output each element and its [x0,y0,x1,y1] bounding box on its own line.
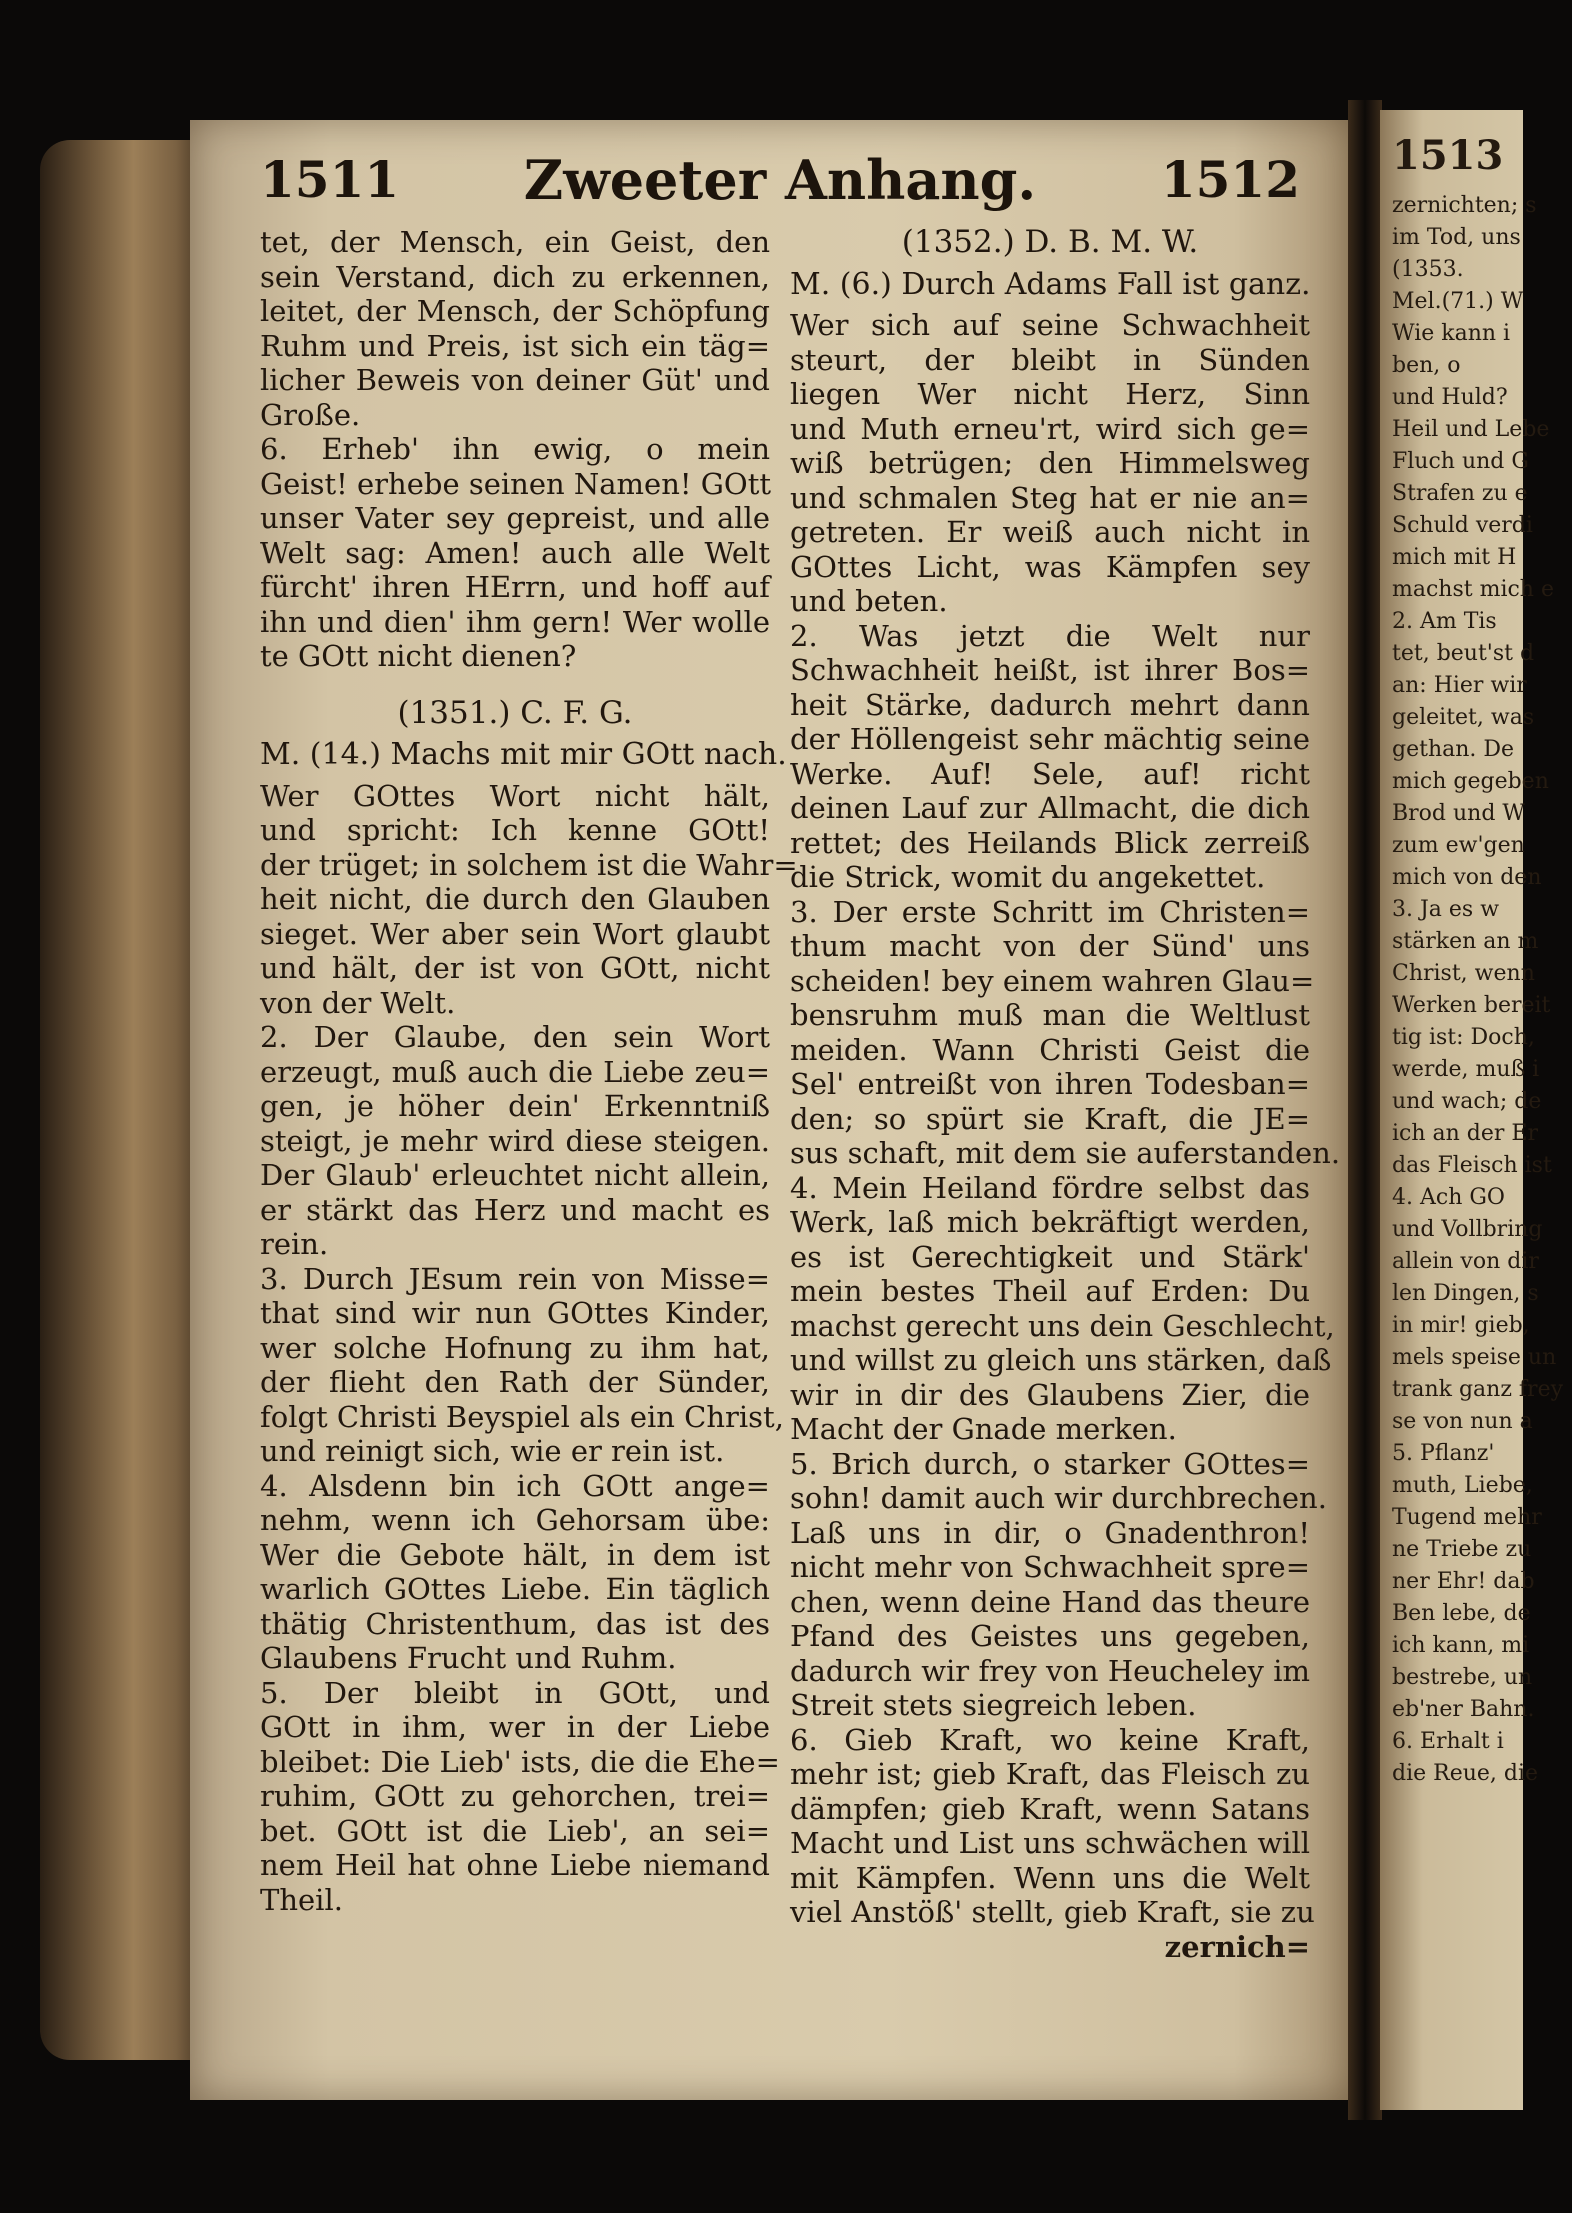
next-page-line: 5. Pflanz' [1392,1441,1495,1466]
verse-line: 5. Der bleibt in GOtt, und [260,1675,770,1710]
verse-line: warlich GOttes Liebe. Ein täglich [260,1572,770,1606]
verse-line: sohn! damit auch wir durchbrechen. [790,1481,1327,1515]
next-page-line: Fluch und G [1392,449,1529,474]
verse-line: Werke. Auf! Sele, auf! richt [790,756,1310,791]
running-title: Zweeter Anhang. [523,148,1037,212]
verse-line: Glaubens Frucht und Ruhm. [260,1641,677,1675]
verse-line: sein Verstand, dich zu erkennen, [260,259,770,294]
next-page-line: allein von dir [1392,1249,1539,1274]
verse-line: der Höllengeist sehr mächtig seine [790,722,1310,756]
verse-line: der flieht den Rath der Sünder, [260,1365,770,1399]
next-page-line: mich gegeben [1392,769,1549,794]
verse-line: mit Kämpfen. Wenn uns die Welt [790,1860,1310,1895]
next-page-line: in mir! gieb, [1392,1313,1530,1338]
next-page-line: 3. Ja es w [1392,897,1500,922]
next-page-line: eb'ner Bahn. [1392,1697,1535,1722]
verse-line: liegen Wer nicht Herz, Sinn [790,377,1310,411]
verse-line: Schwachheit heißt, ist ihrer Bos= [790,653,1310,687]
verse-line: Welt sag: Amen! auch alle Welt [260,535,770,570]
next-page-line: ben, o [1392,353,1461,378]
verse-line: Wer sich auf seine Schwachheit [790,308,1310,342]
verse-line: heit Stärke, dadurch mehrt dann [790,687,1310,722]
next-page-line: stärken an m [1392,929,1539,954]
next-page-line: mich mit H [1392,545,1517,570]
verse-line: Geist! erhebe seinen Namen! GOtt [260,466,771,501]
verse-line: ruhim, GOtt zu gehorchen, trei= [260,1779,770,1813]
verse-line: folgt Christi Beyspiel als ein Christ, [260,1399,784,1434]
left-text-column [260,225,798,1917]
verse-line: scheiden! bey einem wahren Glau= [790,963,1315,998]
verse-line: machst gerecht uns dein Geschlecht, [790,1308,1335,1343]
verse-line: 6. Erheb' ihn ewig, o mein [260,432,770,466]
verse-line: nem Heil hat ohne Liebe niemand [260,1848,770,1882]
next-page-line: geleitet, was [1392,705,1535,730]
verse-line: GOtt in ihm, wer in der Liebe [260,1710,770,1744]
next-page-line: an: Hier wir [1392,673,1527,698]
verse-line: von der Welt. [260,985,456,1020]
verse-line: wir in dir des Glaubens Zier, die [790,1377,1310,1412]
verse-line: sus schaft, mit dem sie auferstanden. [790,1136,1341,1170]
verse-line: und schmalen Steg hat er nie an= [790,480,1310,515]
verse-line: getreten. Er weiß auch nicht in [790,515,1310,549]
verse-line: steigt, je mehr wird diese steigen. [260,1123,770,1158]
verse-line: und spricht: Ich kenne GOtt! [260,813,770,847]
verse-line: nicht mehr von Schwachheit spre= [790,1550,1310,1584]
next-page-line: Mel.(71.) W [1392,289,1524,314]
verse-line: rein. [260,1227,329,1261]
verse-line: thätig Christenthum, das ist des [260,1606,770,1641]
verse-line: Wer GOttes Wort nicht hält, [260,778,770,813]
verse-line: und reinigt sich, wie er rein ist. [260,1434,725,1468]
verse-line: viel Anstöß' stellt, gieb Kraft, sie zu [790,1895,1315,1929]
verse-line: Macht und List uns schwächen will [790,1826,1310,1860]
verse-line: 5. Brich durch, o starker GOttes= [790,1446,1310,1481]
next-page-line: mels speise un [1392,1345,1557,1370]
next-page-line: Christ, wenn [1392,961,1535,986]
book-page-edges [40,140,210,2060]
verse-line: Wer die Gebote hält, in dem ist [260,1537,770,1572]
verse-line: bleibet: Die Lieb' ists, die die Ehe= [260,1744,780,1779]
next-page-line: Werken bereit [1392,993,1551,1018]
verse-line: steurt, der bleibt in Sünden [790,342,1310,377]
left-page-number: 1511 [260,150,400,209]
next-page-line: das Fleisch ist [1392,1153,1552,1178]
melody-line: M. (6.) Durch Adams Fall ist ganz. [790,266,1311,302]
verse-line: 6. Gieb Kraft, wo keine Kraft, [790,1722,1310,1757]
next-page-line: zernichten; s [1392,193,1537,218]
verse-line: 2. Der Glaube, den sein Wort [260,1020,770,1054]
verse-line: deinen Lauf zur Allmacht, die dich [790,791,1310,825]
verse-line: der trüget; in solchem ist die Wahr= [260,847,798,882]
verse-line: und hält, der ist von GOtt, nicht [260,951,770,985]
next-page-line: ne Triebe zu [1392,1537,1532,1562]
verse-line: mehr ist; gieb Kraft, das Fleisch zu [790,1757,1310,1791]
next-page-line: 2. Am Tis [1392,609,1497,634]
verse-line: fürcht' ihren HErrn, und hoff auf [260,570,770,604]
next-page-line: und Huld? [1392,385,1508,410]
next-page-line: machst mich e [1392,577,1554,602]
next-page-edge [1380,110,1564,2110]
verse-line: Pfand des Geistes uns gegeben, [790,1619,1310,1653]
next-page-line: se von nun a [1392,1409,1533,1434]
verse-line: leitet, der Mensch, der Schöpfung [260,294,770,328]
next-page-line: tig ist: Doch, [1392,1025,1535,1050]
verse-line: er stärkt das Herz und macht es [260,1192,770,1227]
left-page [190,120,1350,2100]
next-page-line: 4. Ach GO [1392,1185,1505,1210]
next-page-line: und Vollbring [1392,1217,1543,1242]
verse-line: den; so spürt sie Kraft, die JE= [790,1101,1310,1136]
melody-line: M. (14.) Machs mit mir GOtt nach. [260,737,787,772]
next-page-line: Strafen zu e [1392,481,1528,506]
next-page-line: Wie kann i [1392,321,1511,346]
next-page-line: bestrebe, un [1392,1665,1533,1690]
running-header [260,140,1300,230]
next-page-line: trank ganz frey [1392,1377,1564,1402]
verse-line: sieget. Wer aber sein Wort glaubt [260,916,770,951]
next-page-line: muth, Liebe, [1392,1473,1533,1498]
verse-line: licher Beweis von deiner Güt' und [260,363,770,397]
verse-line: mein bestes Theil auf Erden: Du [790,1274,1310,1308]
next-page-line: (1353. [1392,257,1464,282]
next-page-line: gethan. De [1392,737,1515,762]
verse-line: Große. [260,397,361,432]
verse-line: und willst zu gleich uns stärken, daß [790,1343,1332,1377]
next-page-line: werde, muß i [1392,1057,1540,1082]
verse-line: Streit stets siegreich leben. [790,1688,1197,1722]
next-page-line: len Dingen, s [1392,1281,1539,1306]
next-page-line: Brod und W [1392,801,1526,826]
verse-line: ihn und dien' ihm gern! Wer wolle [260,604,770,639]
verse-line: meiden. Wann Christi Geist die [790,1032,1310,1067]
next-page-line: und wach; de [1392,1089,1542,1114]
next-page-line: 6. Erhalt i [1392,1729,1504,1754]
next-page-line: im Tod, uns [1392,225,1521,250]
hymn-heading: (1352.) D. B. M. W. [901,224,1199,260]
verse-line: wer solche Hofnung zu ihm hat, [260,1330,770,1365]
next-page-line: Schuld verdi [1392,513,1533,538]
next-page-line: ich kann, mi [1392,1633,1530,1658]
verse-line: bensruhm muß man die Weltlust [790,998,1310,1032]
catchword: zernich= [1164,1929,1310,1964]
verse-line: Werk, laß mich bekräftigt werden, [790,1205,1310,1239]
verse-line: rettet; des Heilands Blick zerreiß [790,825,1310,860]
verse-line: Macht der Gnade merken. [790,1412,1177,1446]
next-page-line: ich an der Er [1392,1121,1538,1146]
book-gutter [1348,100,1382,2120]
verse-line: GOttes Licht, was Kämpfen sey [790,549,1310,584]
verse-line: 4. Mein Heiland fördre selbst das [790,1170,1310,1205]
verse-line: heit nicht, die durch den Glauben [260,882,770,916]
right-text-column [790,224,1341,1964]
verse-line: thum macht von der Sünd' uns [790,929,1310,963]
verse-line: 4. Alsdenn bin ich GOtt ange= [260,1468,770,1503]
verse-line: chen, wenn deine Hand das theure [790,1584,1310,1619]
next-page-text [1392,132,1572,1790]
next-page-line: Tugend mehr [1392,1505,1542,1530]
next-page-line: Heil und Lebe [1392,417,1550,442]
next-page-line: tet, beut'st d [1392,641,1535,666]
verse-line: und beten. [790,584,948,618]
verse-line: 3. Der erste Schritt im Christen= [790,894,1310,929]
hymn-heading: (1351.) C. F. G. [397,694,633,731]
verse-line: unser Vater sey gepreist, und alle [260,501,770,535]
next-page-line: ner Ehr! dab [1392,1569,1535,1594]
verse-line: es ist Gerechtigkeit und Stärk' [790,1239,1310,1274]
verse-line: Ruhm und Preis, ist sich ein täg= [260,328,770,363]
verse-line: nehm, wenn ich Gehorsam übe: [260,1503,770,1537]
verse-line: Sel' entreißt von ihren Todesban= [790,1067,1310,1101]
verse-line: Der Glaub' erleuchtet nicht allein, [260,1158,770,1192]
right-page-number: 1512 [1160,150,1300,209]
verse-line: wiß betrügen; den Himmelsweg [790,446,1310,480]
verse-line: bet. GOtt ist die Lieb', an sei= [260,1813,770,1848]
next-page-line: mich von den [1392,865,1542,890]
verse-line: tet, der Mensch, ein Geist, den [260,225,770,259]
verse-line: gen, je höher dein' Erkenntniß [260,1089,770,1123]
next-page-number: 1513 [1392,132,1504,179]
next-page-line: Ben lebe, de [1392,1601,1531,1626]
next-page-line: die Reue, die [1392,1761,1539,1786]
verse-line: und Muth erneu'rt, wird sich ge= [790,411,1310,446]
verse-line: dämpfen; gieb Kraft, wenn Satans [790,1791,1310,1826]
verse-line: 3. Durch JEsum rein von Misse= [260,1261,770,1296]
verse-line: te GOtt nicht dienen? [260,639,577,673]
verse-line: erzeugt, muß auch die Liebe zeu= [260,1054,770,1089]
verse-line: die Strick, womit du angekettet. [790,860,1266,894]
verse-line: dadurch wir frey von Heucheley im [790,1653,1310,1688]
verse-line: Laß uns in dir, o Gnadenthron! [790,1515,1310,1550]
verse-line: that sind wir nun GOttes Kinder, [260,1296,770,1330]
verse-line: 2. Was jetzt die Welt nur [790,618,1310,653]
verse-line: Theil. [260,1882,343,1917]
next-page-line: zum ew'gen [1392,833,1525,858]
